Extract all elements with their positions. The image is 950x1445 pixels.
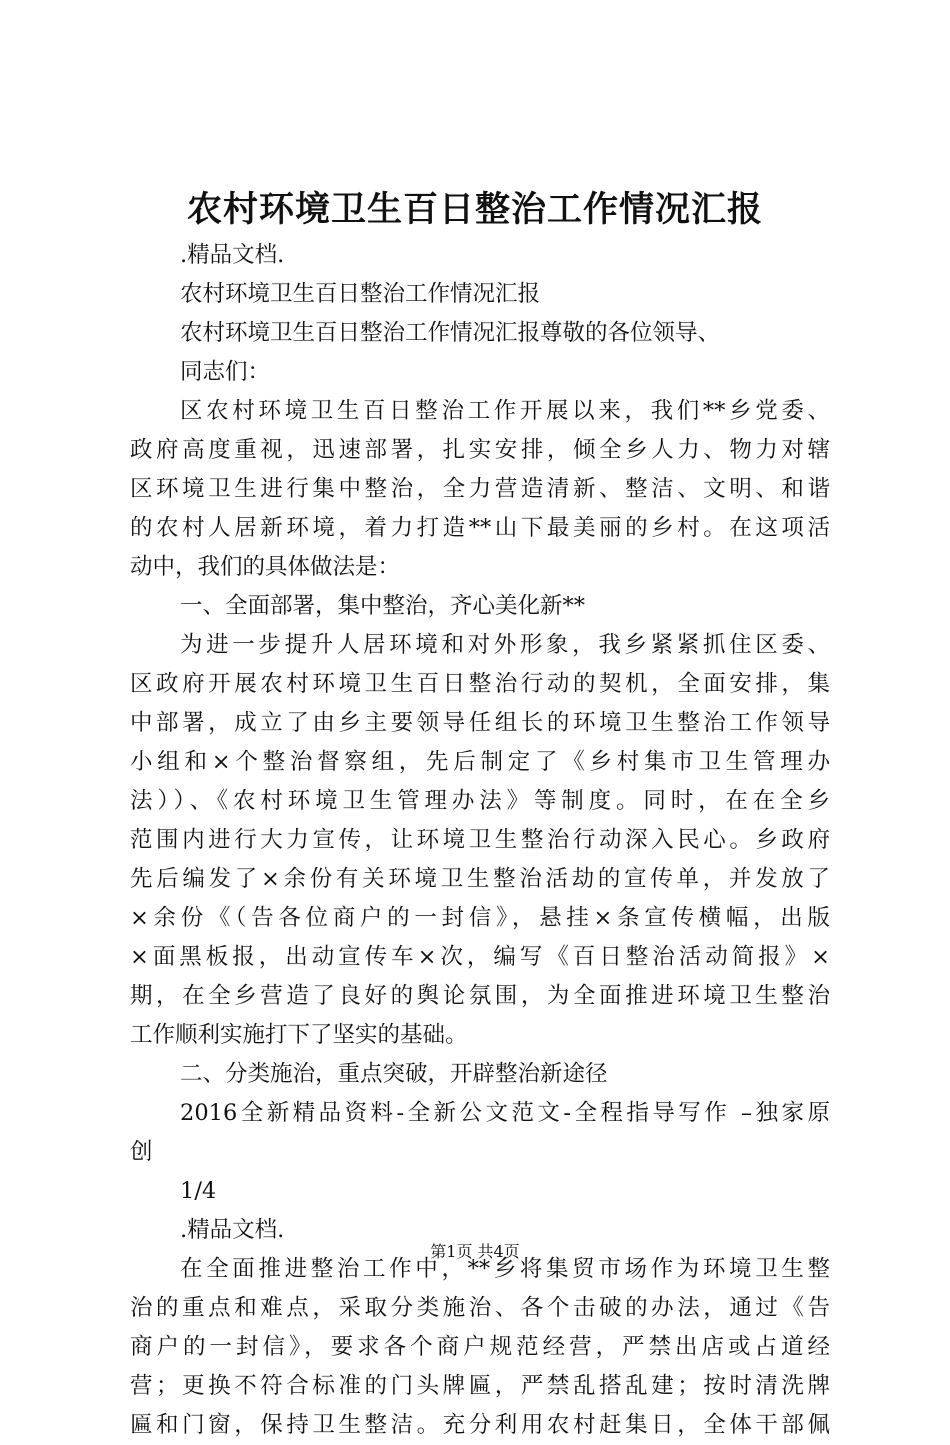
text-line: 区农村环境卫生百日整治工作开展以来，我们**乡党委、 <box>180 398 830 424</box>
text-line: 区环境卫生进行集中整治，全力营造清新、整洁、文明、和谐 <box>130 476 830 502</box>
document-title: 农村环境卫生百日整治工作情况汇报 <box>186 189 763 230</box>
text-line: 匾和门窗，保持卫生整洁。充分利用农村赶集日，全体干部佩 <box>130 1412 830 1438</box>
text-line: 同志们： <box>180 359 271 385</box>
text-line: 营；更换不符合标准的门头牌匾，严禁乱搭乱建；按时清洗牌 <box>130 1373 830 1399</box>
text-line: 为进一步提升人居环境和对外形象，我乡紧紧抓住区委、 <box>180 632 830 658</box>
text-line: 二、分类施治，重点突破，开辟整治新途径 <box>180 1061 608 1087</box>
text-line: ×面黑板报，出动宣传车×次，编写《百日整治活动简报》× <box>130 944 830 970</box>
text-line: 一、全面部署，集中整治，齐心美化新** <box>180 593 586 619</box>
text-line: 农村环境卫生百日整治工作情况汇报尊敬的各位领导、 <box>180 320 721 346</box>
text-line: 小组和×个整治督察组，先后制定了《乡村集市卫生管理办 <box>130 749 830 775</box>
text-line: 动中，我们的具体做法是： <box>130 554 401 580</box>
text-line: 在全面推进整治工作中，**乡将集贸市场作为环境卫生整 <box>180 1256 830 1282</box>
text-line: 2016全新精品资料-全新公文范文-全程指导写作 –独家原 <box>180 1100 830 1126</box>
text-line: ×余份《（告各位商户的一封信》，悬挂×条宣传横幅，出版 <box>130 905 830 931</box>
text-line: 治的重点和难点，采取分类施治、各个击破的办法，通过《告 <box>130 1295 830 1321</box>
text-line: 创 <box>130 1139 153 1165</box>
text-line: 中部署，成立了由乡主要领导任组长的环境卫生整治工作领导 <box>130 710 830 736</box>
text-line: 先后编发了×余份有关环境卫生整治活劫的宣传单，并发放了 <box>130 866 830 892</box>
text-line: 工作顺利实施打下了坚实的基础。 <box>130 1022 468 1048</box>
text-line: 范围内进行大力宣传，让环境卫生整治行动深入民心。乡政府 <box>130 827 830 853</box>
page-footer: 第1页 共4页 <box>430 1242 520 1261</box>
text-line: 政府高度重视，迅速部署，扎实安排，倾全乡人力、物力对辖 <box>130 437 830 463</box>
text-line: 区政府开展农村环境卫生百日整治行动的契机，全面安排，集 <box>130 671 830 697</box>
text-line: .精品文档. <box>180 242 285 268</box>
text-line: 商户的一封信》，要求各个商户规范经营，严禁出店或占道经 <box>130 1334 830 1360</box>
text-line: 法））、《农村环境卫生管理办法》等制度。同时，在在全乡 <box>130 788 830 814</box>
text-line: 农村环境卫生百日整治工作情况汇报 <box>180 281 541 307</box>
text-line: 1/4 <box>180 1178 217 1204</box>
text-line: 的农村人居新环境，着力打造**山下最美丽的乡村。在这项活 <box>130 515 830 541</box>
text-line: .精品文档. <box>180 1217 285 1243</box>
text-line: 期，在全乡营造了良好的舆论氛围，为全面推进环境卫生整治 <box>130 983 830 1009</box>
